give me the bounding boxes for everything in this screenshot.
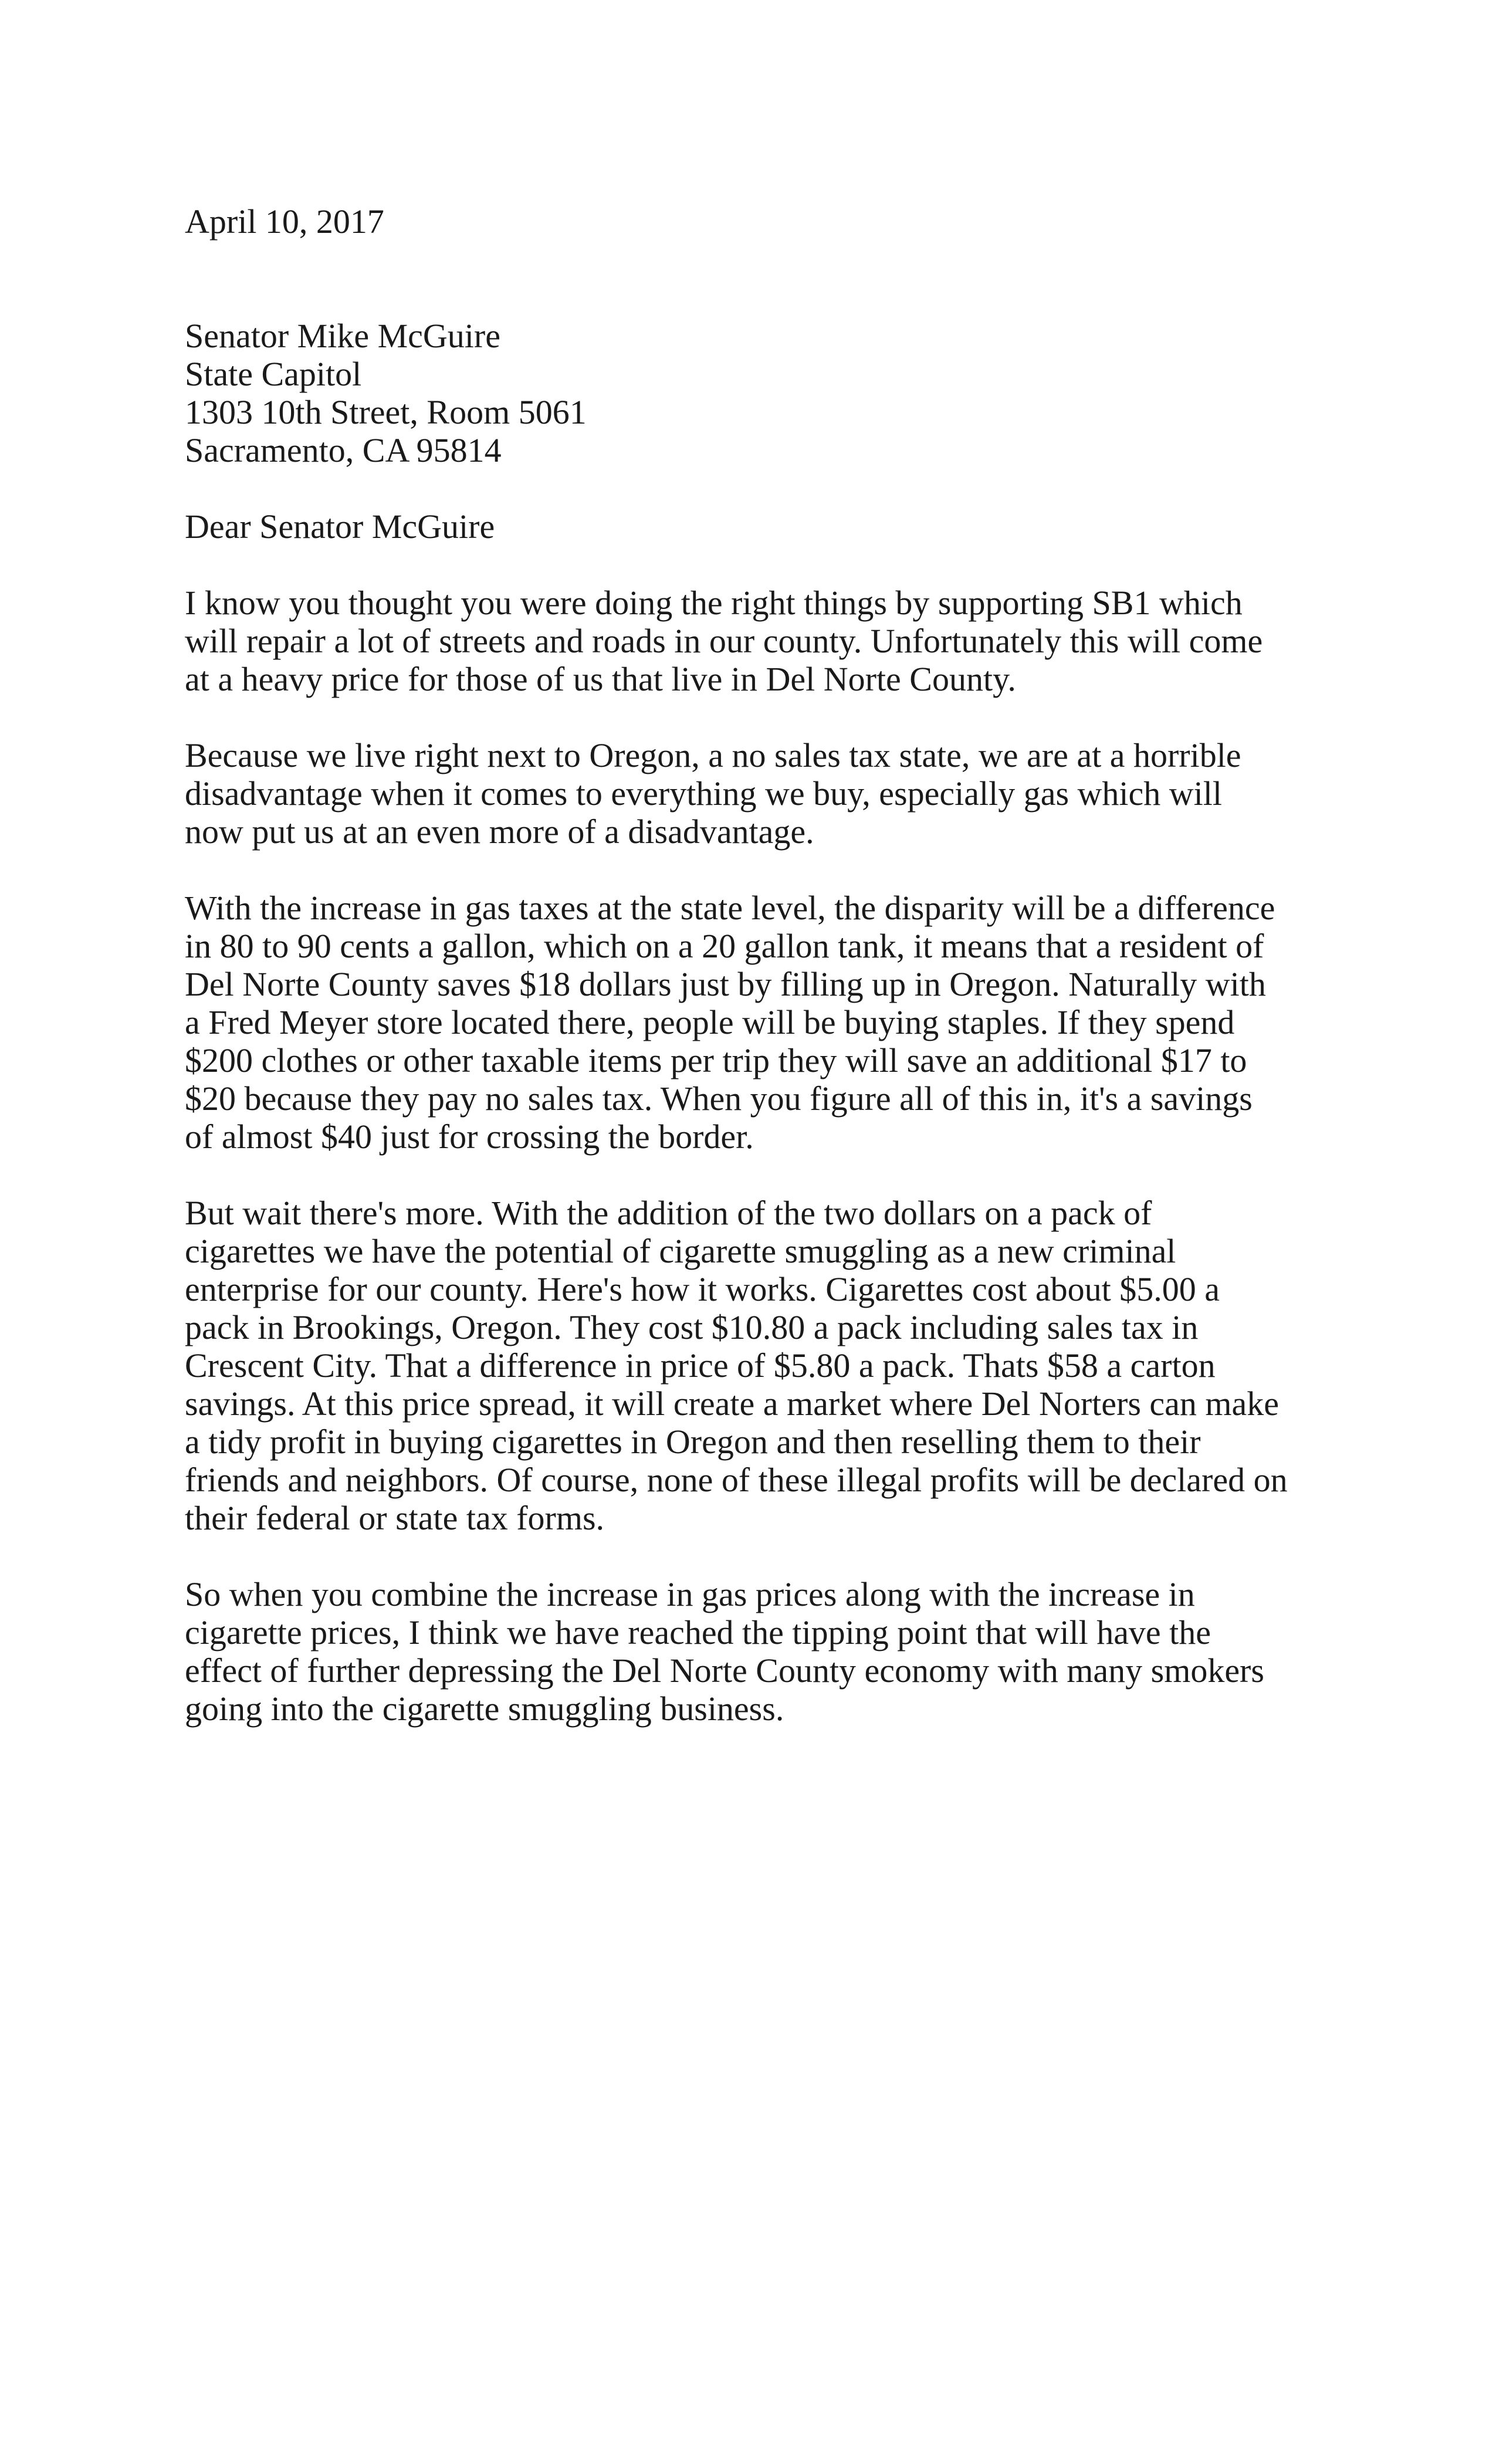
recipient-city: Sacramento, CA 95814 bbox=[185, 431, 502, 469]
paragraph-cigarette-smuggling: But wait there's more. With the addition of the two dollars on a pack of cigarettes we have the potential of cigarette smuggling as a new criminal enterprise for our county. Here's how it works. Cigarettes cost about $5.00 a pack in Brookings, Oregon. They cost $10.80 a pack including sales tax in Crescent City. That a difference in price of $5.80 a pack. Thats $58 a carton savings. At this price spread, it will create a market where Del Norters can make a tidy profit in buying cigarettes in Oregon and then reselling them to their friends and neighbors. Of course, none of these illegal profits will be declared on their federal or state tax forms. bbox=[185, 1194, 1288, 1537]
recipient-street: 1303 10th Street, Room 5061 bbox=[185, 393, 587, 431]
salutation: Dear Senator McGuire bbox=[185, 507, 495, 546]
letter-date: April 10, 2017 bbox=[185, 202, 384, 241]
recipient-name: Senator Mike McGuire bbox=[185, 317, 500, 355]
paragraph-gas-tax-savings: With the increase in gas taxes at the state level, the disparity will be a difference in 80 to 90 cents a gallon, which on a 20 gallon tank, it means that a resident of Del Norte County saves $18 dollars just by filling up in Oregon. Naturally with a Fred Meyer store located there, people will be buying staples. If they spend $200 clothes or other taxable items per trip they will save an additional $17 to $20 because they pay no sales tax. When you figure all of this in, it's a savings of almost $40 just for crossing the border. bbox=[185, 889, 1275, 1156]
paragraph-conclusion: So when you combine the increase in gas prices along with the increase in cigarette prices, I think we have reached the tipping point that will have the effect of further depressing the Del Norte County economy with many smokers going into the cigarette smuggling business. bbox=[185, 1575, 1264, 1728]
letter-body bbox=[185, 202, 1299, 1728]
paragraph-oregon-disadvantage: Because we live right next to Oregon, a no sales tax state, we are at a horrible disadvantage when it comes to everything we buy, especially gas which will now put us at an even more of a disadvantage. bbox=[185, 736, 1241, 851]
paragraph-sb1-support: I know you thought you were doing the right things by supporting SB1 which will repair a lot of streets and roads in our county. Unfortunately this will come at a heavy price for those of us that live in Del Norte County. bbox=[185, 584, 1263, 698]
recipient-office: State Capitol bbox=[185, 355, 362, 393]
recipient-address bbox=[185, 317, 1299, 469]
